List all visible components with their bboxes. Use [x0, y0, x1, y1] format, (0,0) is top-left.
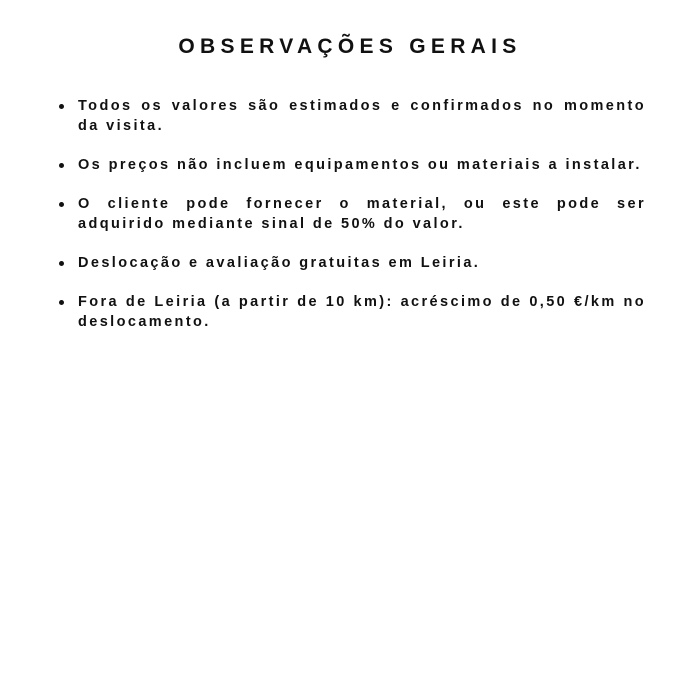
notes-list — [58, 96, 646, 351]
bullet-icon — [59, 202, 64, 207]
list-item — [58, 292, 646, 332]
note-text: Fora de Leiria (a partir de 10 km): acréscimo de 0,50 €/km no deslocamento. — [78, 294, 646, 330]
bullet-icon — [59, 261, 64, 266]
bullet-icon — [59, 104, 64, 109]
bullet-icon — [59, 163, 64, 168]
list-item — [58, 253, 646, 273]
page-title: OBSERVAÇÕES GERAIS — [178, 35, 522, 58]
note-text: Todos os valores são estimados e confirmados no momento da visita. — [78, 98, 646, 134]
note-text: Deslocação e avaliação gratuitas em Leiria. — [78, 255, 481, 271]
note-text: Os preços não incluem equipamentos ou materiais a instalar. — [78, 157, 642, 173]
bullet-icon — [59, 300, 64, 305]
list-item — [58, 96, 646, 136]
list-item — [58, 194, 646, 234]
list-item — [58, 155, 646, 175]
note-text: O cliente pode fornecer o material, ou este pode ser adquirido mediante sinal de 50% do valor. — [78, 196, 646, 232]
